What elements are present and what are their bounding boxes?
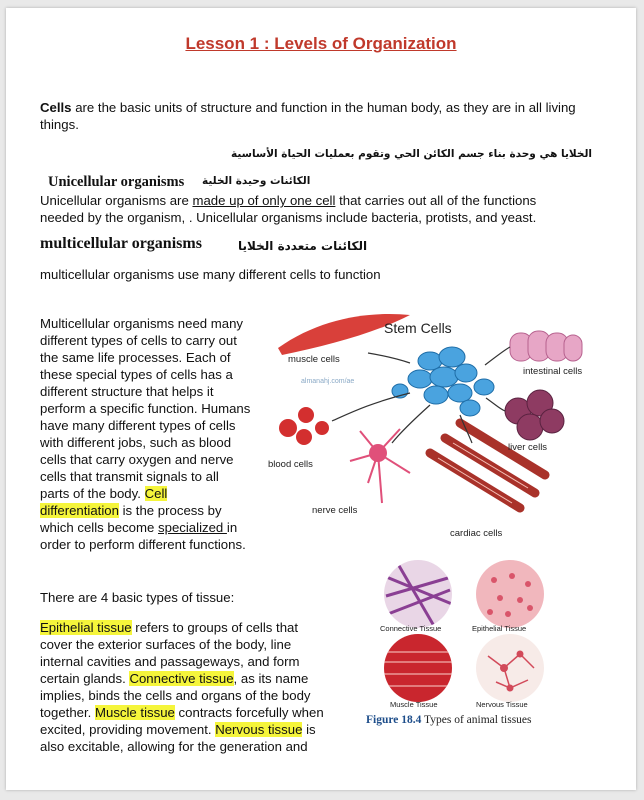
intro-arabic: الخلايا هي وحدة بناء جسم الكائن الحي وتقوم بعمليات الحياة الأساسية [230,148,592,160]
nervous-tissue-label: Nervous Tissue [476,700,528,709]
stem-cells-diagram [260,303,600,543]
muscle-tissue-label: Muscle Tissue [390,700,438,709]
left-line: Multicellular organisms need many [40,316,244,331]
left-line: the same life processes. Each of [40,350,231,365]
multicellular-line: multicellular organisms use many different cells to function [40,267,381,282]
muscle-cells-label: muscle cells [288,354,340,365]
tissue-line: certain glands. Connective tissue, as its name [40,671,309,686]
intro-paragraph: Cells are the basic units of structure and function in the human body, as they are in all living things. [40,100,576,132]
liver-cells-shape [505,390,564,440]
left-line: have many different types of cells [40,418,236,433]
epithelial-tissue-label: Epithelial Tissue [472,624,527,633]
connective-tissue-label: Connective Tissue [380,624,442,633]
intestinal-cells-label: intestinal cells [523,366,583,377]
tissue-line: Epithelial tissue refers to groups of cells that [40,620,299,635]
multicellular-heading-arabic: الكائنات متعددة الخلايا [238,239,368,253]
left-line: which cells become specialized in [40,520,238,535]
nerve-cell-shape [350,429,410,503]
unicellular-line-2: needed by the organism, . Unicellular organisms include bacteria, protists, and yeast. [40,210,537,225]
left-line: parts of the body. Cell [40,486,168,501]
epithelial-tissue-circle [476,560,544,628]
nerve-cells-label: nerve cells [312,505,358,516]
left-line: perform a specific function. Humans [40,401,251,416]
left-line: differentiation is the process by [40,503,222,518]
stem-cells-title: Stem Cells [384,320,452,336]
lesson-title: Lesson 1 : Levels of Organization [185,34,457,53]
left-line: cells that carry oxygen and nerve [40,452,234,467]
left-line: these special types of cells has a [40,367,233,382]
tissue-line: excited, providing movement. Nervous tissue is [40,722,316,737]
stem-cluster [392,347,494,416]
watermark: almanahj.com/ae [301,378,355,385]
document-page [6,8,636,790]
unicellular-heading-arabic: الكائنات وحيدة الخلية [202,175,311,187]
left-line: order to perform different functions. [40,537,246,552]
left-line: with different jobs, such as blood [40,435,232,450]
figure-caption: Figure 18.4 Types of animal tissues [366,714,532,726]
left-line: different structure that helps it [40,384,214,399]
multicellular-heading: multicellular organisms [40,235,202,252]
intestinal-cells-shape [510,331,582,361]
blood-cells-shape [279,407,329,445]
left-line: cells that transmit signals to all [40,469,219,484]
muscle-tissue-circle [384,634,452,702]
unicellular-line-1: Unicellular organisms are made up of only one cell that carries out all of the functions [40,193,537,208]
left-line: different types of cells to carry out [40,333,237,348]
tissue-line: also excitable, allowing for the generation and [40,739,308,754]
tissue-intro: There are 4 basic types of tissue: [40,590,235,605]
liver-cells-label: liver cells [508,442,548,453]
tissue-line: internal cavities and passageways, and form [40,654,300,669]
tissue-line: cover the exterior surfaces of the body, line [40,637,292,652]
blood-cells-label: blood cells [268,459,313,470]
unicellular-heading: Unicellular organisms [48,174,185,190]
tissue-line: implies, binds the cells and organs of the body [40,688,311,703]
tissue-line: together. Muscle tissue contracts forcefully when [40,705,324,720]
cardiac-cells-label: cardiac cells [450,528,503,539]
